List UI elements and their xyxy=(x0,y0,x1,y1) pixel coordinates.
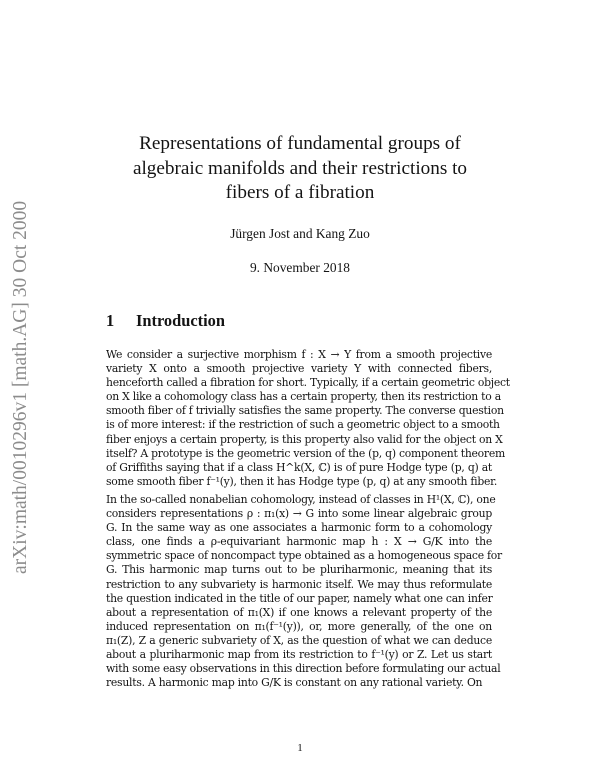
title-line: algebraic manifolds and their restrictions to xyxy=(132,157,468,179)
text-line: restriction to any subvariety is harmonic itself. We may thus reformulate xyxy=(106,577,492,591)
text-line: henceforth called a fibration for short. Typically, if a certain geometric object xyxy=(106,376,510,390)
text-line: the question indicated in the title of our paper, namely what one can infer xyxy=(106,591,493,605)
section-title: Introduction xyxy=(136,311,225,330)
text-line: G. In the same way as one associates a harmonic form to a cohomology xyxy=(106,521,492,535)
text-line: We consider a surjective morphism f : X → Y from a smooth projective xyxy=(106,348,492,361)
text-line: of Griffiths saying that if a class H^k(X, ℂ) is of pure Hodge type (p, q) at xyxy=(106,460,492,474)
text-line: considers representations ρ : π₁(x) → G into some linear algebraic group xyxy=(106,507,492,521)
date: 9. November 2018 xyxy=(249,260,351,275)
authors: Jürgen Jost and Kang Zuo xyxy=(230,226,370,241)
section-heading xyxy=(106,311,225,331)
text-line: smooth fiber of f trivially satisfies the same property. The converse question xyxy=(106,404,504,418)
text-line: on X like a cohomology class has a certain property, then its restriction to a xyxy=(106,390,501,404)
text-line: fiber enjoys a certain property, is this property also valid for the object on X xyxy=(106,432,503,446)
paragraph-1 xyxy=(106,348,510,489)
text-line: symmetric space of noncompact type obtained as a homogeneous space for xyxy=(106,549,502,563)
text-line: induced representation on π₁(f⁻¹(y)), or, more generally, of the one on xyxy=(106,619,492,633)
page-number: 1 xyxy=(297,742,303,754)
paper-title xyxy=(110,132,490,206)
text-line: π₁(Z), Z a generic subvariety of X, as the question of what we can deduce xyxy=(106,633,492,647)
text-line: results. A harmonic map into G/K is constant on any rational variety. On xyxy=(106,676,483,690)
text-line: is of more interest: if the restriction of such a geometric object to a smooth xyxy=(106,418,500,432)
title-line: fibers of a fibration xyxy=(225,182,375,203)
section-number: 1 xyxy=(106,311,115,330)
text-line: variety X onto a smooth projective variety Y with connected fibers, xyxy=(106,362,492,376)
arxiv-identifier: arXiv:math/0010296v1 [math.AG] 30 Oct 2000 xyxy=(10,200,31,574)
text-line: some smooth fiber f⁻¹(y), then it has Hodge type (p, q) at any smooth fiber. xyxy=(106,474,498,488)
text-line: G. This harmonic map turns out to be pluriharmonic, meaning that its xyxy=(106,563,492,577)
text-line: with some easy observations in this direction before formulating our actual xyxy=(106,662,501,676)
title-line: Representations of fundamental groups of xyxy=(139,133,461,154)
text-line: In the so-called nonabelian cohomology, instead of classes in H¹(X, ℂ), one xyxy=(106,492,496,506)
text-line: about a pluriharmonic map from its restriction to f⁻¹(y) or Z. Let us start xyxy=(106,647,492,661)
text-line: about a representation of π₁(X) if one knows a relevant property of the xyxy=(106,605,492,619)
paragraph-2 xyxy=(106,492,502,690)
text-line: itself? A prototype is the geometric version of the (p, q) component theorem xyxy=(106,446,505,460)
text-line: class, one finds a ρ-equivariant harmonic map h : X → G/K into the xyxy=(106,535,492,549)
body-text xyxy=(106,348,510,690)
